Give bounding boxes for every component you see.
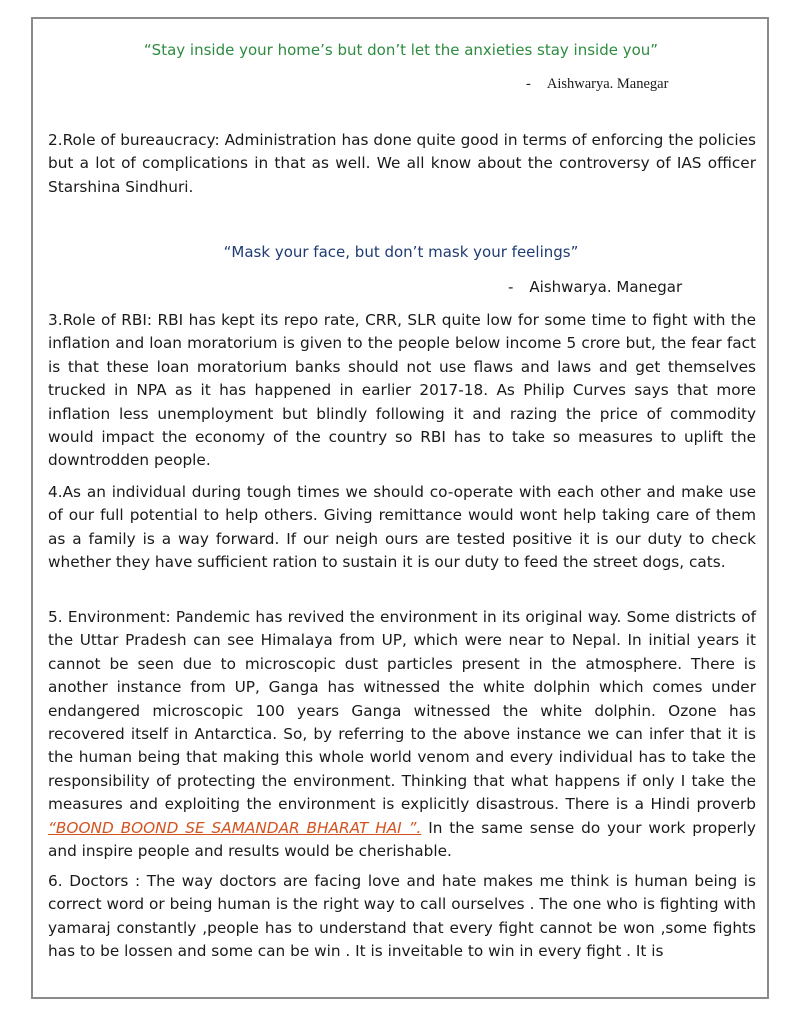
attribution-author: Aishwarya. Manegar [529,278,683,296]
attribution-author: Aishwarya. Manegar [546,76,669,92]
attribution-dash: - [526,76,531,92]
quote-attribution-second [508,278,682,296]
hindi-proverb: “BOOND BOOND SE SAMANDAR BHARAT HAI ”. [48,818,422,837]
paragraph-bureaucracy: 2.Role of bureaucracy: Administration has done quite good in terms of enforcing the policies but a lot of complications in that as well. We all know about the controversy of IAS officer Starshina Sindhuri. [48,131,756,196]
paragraph-environment [48,606,756,863]
attribution-dash: - [508,278,514,296]
environment-text-after: In the same sense do your work properly and inspire people and results would be cherishable. [48,818,756,861]
environment-text-before: 5. Environment: Pandemic has revived the environment in its original way. Some districts of the Uttar Pradesh can see Himalaya from UP, which were near to Nepal. In initial years it cannot be seen due to microscopic dust particles present in the atmosphere. There is another instance from UP, Ganga has witnessed the white dolphin which comes under endangered microscopic 100 years Ganga witnessed the white dolphin. Ozone has recovered itself in Antarctica. So, by referring to the above instance we can infer that it is the human being that making this whole world venom and every individual has to take the responsibility of protecting the environment. Thinking that what happens if only I take the measures and exploiting the environment is explicitly disastrous. There is a Hindi proverb [48,608,756,814]
quote-attribution-first [526,76,668,93]
paragraph-individual: 4.As an individual during tough times we should co-operate with each other and make use of our full potential to help others. Giving remittance would wont help taking care of them as a family is a way forward. If our neigh ours are tested positive it is our duty to check whether they have sufficient ration to sustain it is our duty to feed the street dogs, cats. [48,483,756,572]
paragraph-doctors: 6. Doctors : The way doctors are facing love and hate makes me think is human being is correct word or being human is the right way to call ourselves . The one who is fighting with yamaraj constantly ,people has to understand that every fight cannot be won ,some fights has to be lossen and some can be win . It is inveitable to win in every fight . It is [48,872,756,961]
quote-mask-face: “Mask your face, but don’t mask your feelings” [223,243,579,261]
quote-stay-inside: “Stay inside your home’s but don’t let the anxieties stay inside you” [143,41,659,59]
paragraph-rbi: 3.Role of RBI: RBI has kept its repo rate, CRR, SLR quite low for some time to fight with the inflation and loan moratorium is given to the people below income 5 crore but, the fear fact is that these loan moratorium banks should not use flaws and laws and get themselves trucked in NPA as it has happened in earlier 2017-18. As Philip Curves says that more inflation less unemployment but blindly following it and razing the price of commodity would impact the economy of the country so RBI has to take so measures to uplift the downtrodden people. [48,311,756,470]
